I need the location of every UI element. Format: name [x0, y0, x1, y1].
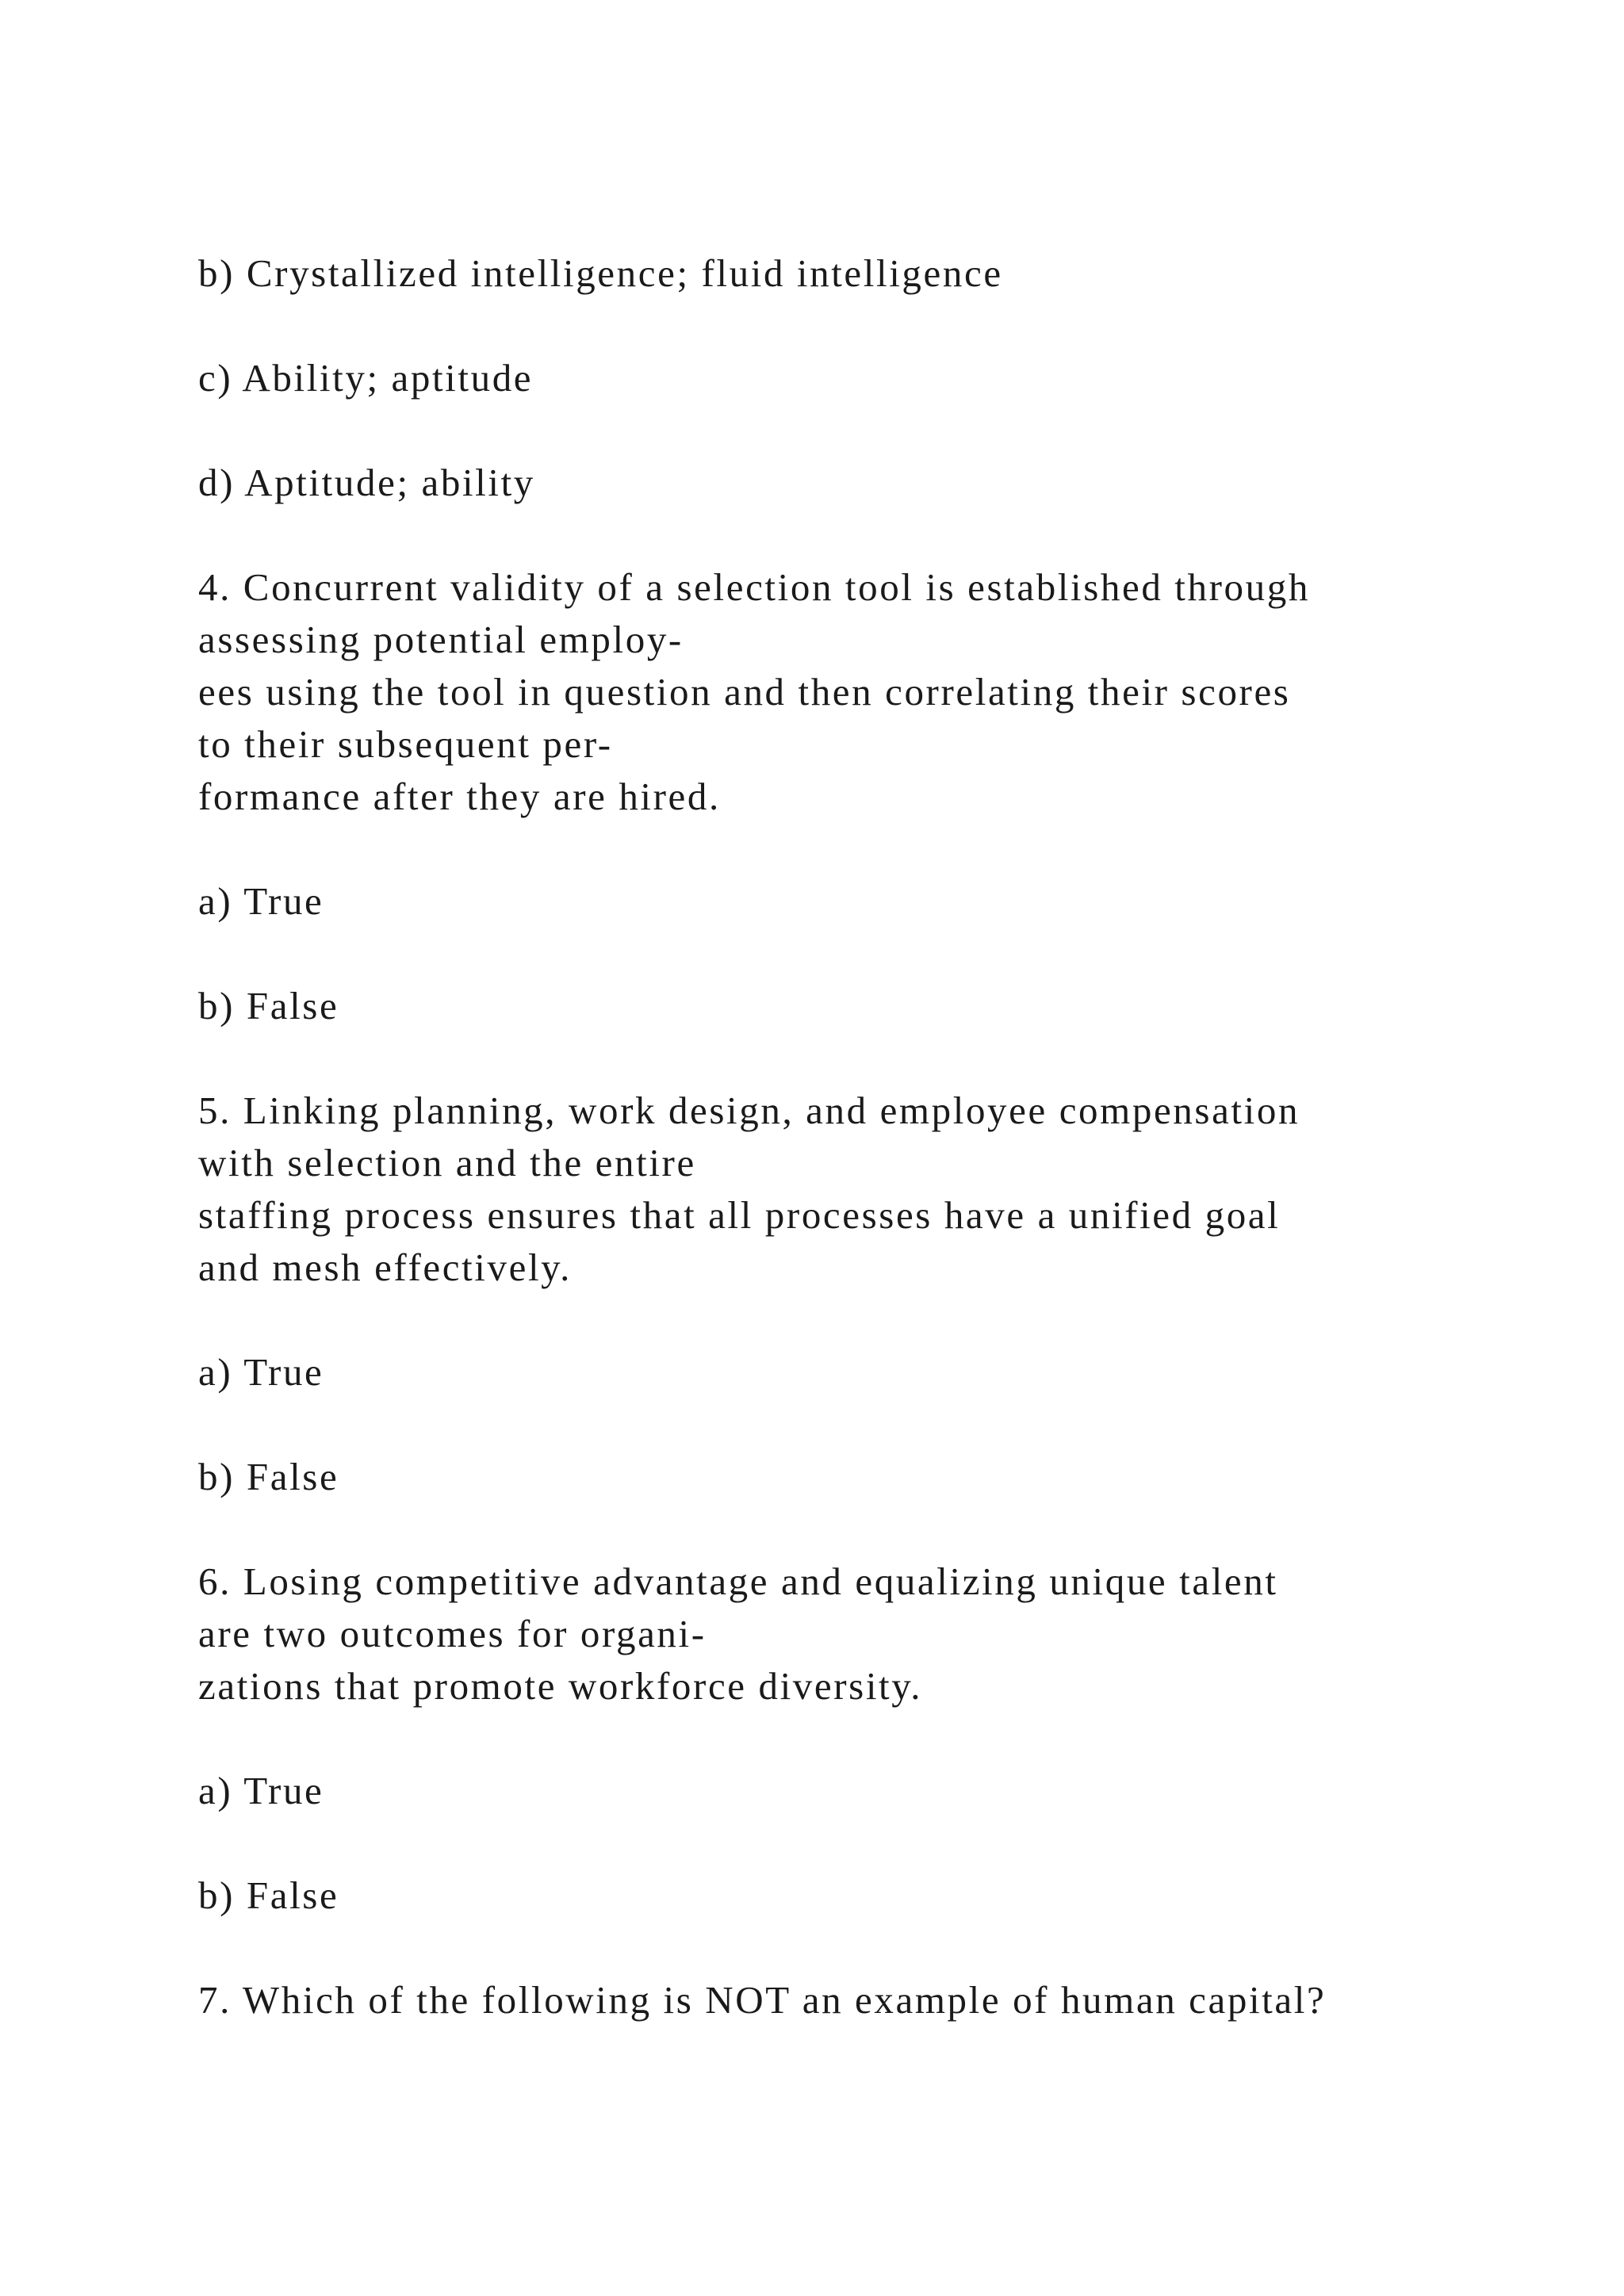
text-line: formance after they are hired.	[198, 775, 721, 818]
answer-option	[198, 1346, 1507, 1399]
text-line: b) False	[198, 984, 339, 1027]
text-line: assessing potential employ-	[198, 618, 684, 661]
question-5	[198, 1085, 1507, 1294]
document-text	[198, 247, 1507, 2079]
text-line: b) False	[198, 1873, 339, 1917]
text-line: are two outcomes for organi-	[198, 1612, 707, 1655]
text-line: and mesh effectively.	[198, 1246, 572, 1289]
question-4	[198, 561, 1507, 823]
text-line: a) True	[198, 1769, 324, 1812]
question-7	[198, 1974, 1507, 2026]
text-line: b) False	[198, 1455, 339, 1498]
text-line: 6. Losing competitive advantage and equalizing unique talent	[198, 1559, 1278, 1603]
answer-option	[198, 875, 1507, 928]
answer-option	[198, 352, 1507, 404]
text-line: to their subsequent per-	[198, 722, 613, 766]
question-6	[198, 1556, 1507, 1712]
text-line: 4. Concurrent validity of a selection tool is established through	[198, 565, 1310, 609]
answer-option	[198, 980, 1507, 1032]
answer-option	[198, 1451, 1507, 1503]
answer-option	[198, 1869, 1507, 1922]
text-line: 5. Linking planning, work design, and employee compensation	[198, 1089, 1300, 1132]
text-line: d) Aptitude; ability	[198, 461, 535, 504]
text-line: a) True	[198, 1350, 324, 1394]
text-line: with selection and the entire	[198, 1141, 696, 1184]
text-line: 7. Which of the following is NOT an example of human capital?	[198, 1978, 1327, 2022]
text-line: c) Ability; aptitude	[198, 356, 534, 400]
answer-option	[198, 247, 1507, 300]
text-line: b) Crystallized intelligence; fluid intelligence	[198, 251, 1003, 295]
answer-option	[198, 457, 1507, 509]
text-line: a) True	[198, 879, 324, 923]
text-line: zations that promote workforce diversity.	[198, 1664, 923, 1708]
text-line: ees using the tool in question and then correlating their scores	[198, 670, 1291, 714]
answer-option	[198, 1765, 1507, 1817]
text-line: staffing process ensures that all processes have a unified goal	[198, 1193, 1281, 1237]
